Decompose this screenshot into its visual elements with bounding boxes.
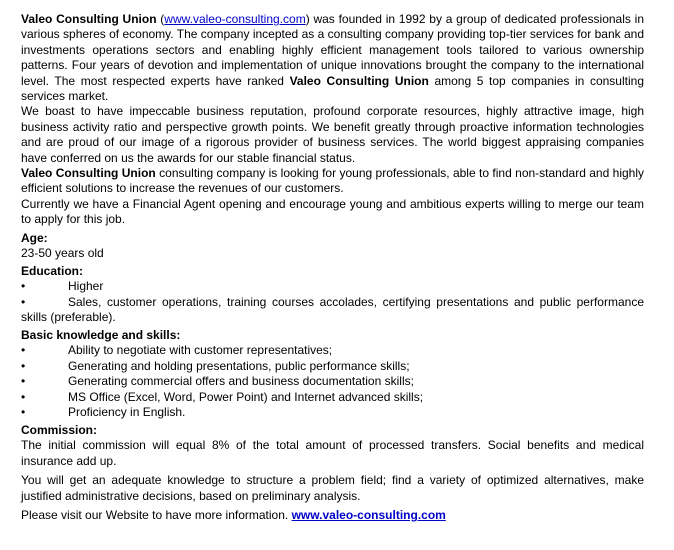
intro-paragraph: Valeo Consulting Union (www.valeo-consulting.com) was founded in 1992 by a group of dedicated professionals in various spheres of economy. The company incepted as a consulting company providing top-tier services for bank and investments operations sectors and enabling highly efficient management tools tailored to various ownership patterns. Four years of devotion and implementation of unique innovations brought the company to the international level. The most respected experts have ranked Valeo Consulting Union among 5 top companies in consulting services market. — [21, 12, 644, 104]
company-link[interactable]: www.valeo-consulting.com — [164, 12, 306, 26]
list-item: • Proficiency in English. — [21, 404, 186, 419]
list-item: • MS Office (Excel, Word, Power Point) and Internet advanced skills; — [21, 389, 424, 404]
list-item: • Ability to negotiate with customer representatives; — [21, 343, 333, 358]
bullet-icon: • — [21, 389, 26, 404]
commission-text: The initial commission will equal 8% of the total amount of processed transfers. Social benefits and medical insurance add up. — [21, 438, 644, 468]
job-posting — [21, 12, 644, 523]
bullet-icon: • — [21, 404, 26, 419]
list-item: • Higher — [21, 279, 104, 294]
hiring-paragraph: Valeo Consulting Union consulting company is looking for young professionals, able to find non-standard and highly efficient solutions to increase the revenues of our customers. — [21, 166, 644, 196]
company-name: Valeo Consulting Union — [21, 12, 157, 26]
age-value: 23-50 years old — [21, 245, 104, 260]
bullet-icon: • — [21, 358, 26, 373]
bullet-icon: • — [21, 279, 26, 294]
company-name: Valeo Consulting Union — [289, 73, 429, 88]
website-link[interactable]: www.valeo-consulting.com — [291, 507, 446, 522]
skills-heading: Basic knowledge and skills: — [21, 328, 181, 343]
bullet-icon: • — [21, 343, 26, 358]
bullet-icon: • — [21, 294, 26, 309]
education-heading: Education: — [21, 264, 83, 279]
list-item: • Generating commercial offers and business documentation skills; — [21, 374, 414, 389]
reputation-paragraph: We boast to have impeccable business reputation, profound corporate resources, highly attractive image, high business activity ratio and perspective growth points. We benefit greatly through proactive information technologies and are proud of our image of a rigorous provider of business services. The world biggest appraising companies have conferred on us the awards for our stable financial status. — [21, 104, 644, 165]
opening-paragraph: Currently we have a Financial Agent opening and encourage young and ambitious experts willing to merge our team to apply for this job. — [21, 196, 644, 227]
commission-heading: Commission: — [21, 423, 98, 438]
company-name: Valeo Consulting Union — [21, 166, 156, 181]
visit-paragraph: Please visit our Website to have more information. www.valeo-consulting.com — [21, 507, 446, 522]
bullet-icon: • — [21, 374, 26, 389]
closing-paragraph: You will get an adequate knowledge to structure a problem field; find a variety of optimized alternatives, make justified administrative decisions, based on preliminary analysis. — [21, 473, 644, 503]
age-heading: Age: — [21, 230, 48, 245]
list-item: • Generating and holding presentations, public performance skills; — [21, 358, 410, 373]
list-item: • Sales, customer operations, training courses accolades, certifying presentations and public performance skills (preferable). — [21, 294, 644, 324]
